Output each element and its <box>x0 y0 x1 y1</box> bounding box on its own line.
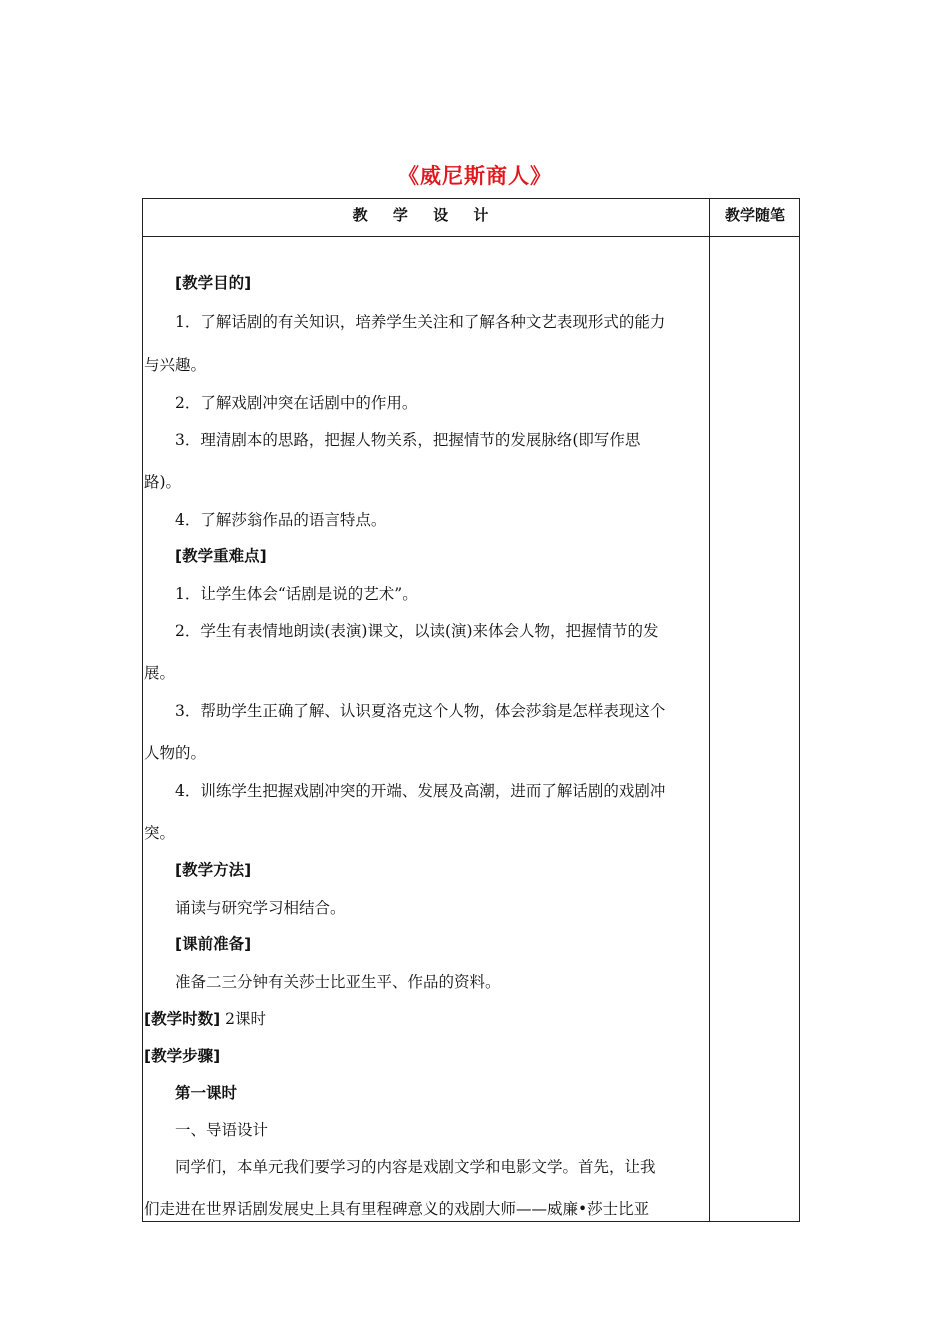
section-heading-preparation: [课前准备] <box>175 935 252 953</box>
objective-1-line-2: 与兴趣。 <box>144 356 207 374</box>
key-point-4-line-2: 突。 <box>144 824 176 842</box>
methods-text: 诵读与研究学习相结合。 <box>175 899 346 917</box>
key-point-4-line-1: 4．训练学生把握戏剧冲突的开端、发展及高潮，进而了解话剧的戏剧冲 <box>175 782 666 800</box>
section-heading-objectives: [教学目的] <box>175 274 252 292</box>
key-point-2-line-2: 展。 <box>144 664 176 682</box>
document-title: 《威尼斯商人》 <box>398 164 552 188</box>
intro-paragraph-line-1: 同学们，本单元我们要学习的内容是戏剧文学和电影文学。首先，让我 <box>175 1158 656 1176</box>
preparation-text: 准备二三分钟有关莎士比亚生平、作品的资料。 <box>175 973 501 991</box>
lesson-one-heading: 第一课时 <box>175 1084 238 1102</box>
table-column-divider <box>709 198 710 1222</box>
table-header-divider <box>142 236 800 237</box>
header-teaching-notes: 教学随笔 <box>724 206 785 224</box>
section-heading-methods: [教学方法] <box>175 861 252 879</box>
teaching-hours-line <box>144 1009 266 1029</box>
objective-2: 2．了解戏剧冲突在话剧中的作用。 <box>175 394 418 412</box>
objective-3-line-1: 3．理清剧本的思路，把握人物关系，把握情节的发展脉络(即写作思 <box>175 431 641 449</box>
key-point-3-line-2: 人物的。 <box>144 744 207 762</box>
section-heading-key-points: [教学重难点] <box>175 547 267 565</box>
objective-3-line-2: 路)。 <box>144 473 182 491</box>
teaching-hours-value: 2课时 <box>225 1010 266 1028</box>
section-heading-hours: [教学时数] <box>144 1010 221 1028</box>
section-heading-steps: [教学步骤] <box>144 1047 221 1065</box>
key-point-3-line-1: 3．帮助学生正确了解、认识夏洛克这个人物，体会莎翁是怎样表现这个 <box>175 702 666 720</box>
intro-design-heading: 一、导语设计 <box>175 1121 269 1139</box>
objective-4: 4．了解莎翁作品的语言特点。 <box>175 511 387 529</box>
key-point-1: 1．让学生体会“话剧是说的艺术”。 <box>175 585 418 603</box>
intro-paragraph-line-2: 们走进在世界话剧发展史上具有里程碑意义的戏剧大师——威廉•莎士比亚 <box>144 1200 650 1218</box>
header-teaching-design: 教 学 设 计 <box>352 206 499 224</box>
objective-1-line-1: 1．了解话剧的有关知识，培养学生关注和了解各种文艺表现形式的能力 <box>175 313 666 331</box>
key-point-2-line-1: 2．学生有表情地朗读(表演)课文，以读(演)来体会人物，把握情节的发 <box>175 622 659 640</box>
